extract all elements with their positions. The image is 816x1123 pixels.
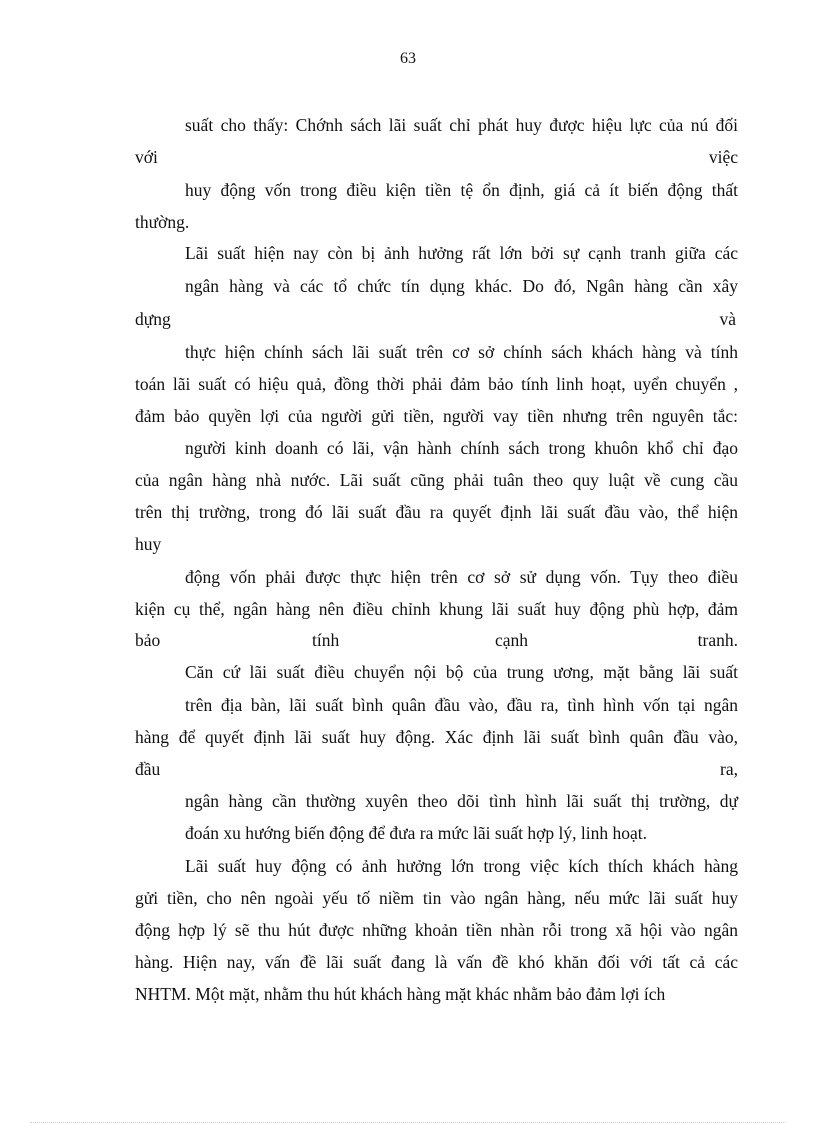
text-line: dựng [135,309,171,329]
text-line: Lãi suất huy động có ảnh hưởng lớn trong việc kích thích khách hàng [185,856,738,876]
text-line: Căn cứ lãi suất điều chuyển nội bộ của trung ương, mặt bằng lãi suất [185,662,738,682]
text-line: kiện cụ thể, ngân hàng nên điều chỉnh khung lãi suất huy động phù hợp, đảm [135,599,738,619]
text-line: động vốn phải được thực hiện trên cơ sở sử dụng vốn. Tụy theo điều [185,567,738,587]
text-line: và [719,309,736,329]
text-line: trên thị trường, trong đó lãi suất đầu ra quyết định lãi suất đầu vào, thể hiện [135,502,738,522]
text-line: gửi tiền, cho nên ngoài yếu tố niềm tin vào ngân hàng, nếu mức lãi suất huy [135,888,738,908]
text-line: ngân hàng cần thường xuyên theo dõi tình hình lãi suất thị trường, dự [185,791,738,811]
text-line: tranh. [697,630,738,650]
text-line: suất cho thấy: Chớnh sách lãi suất chỉ phát huy được hiệu lực của nú đối [185,115,738,135]
text-line: tính [312,630,340,650]
text-line: đầu [135,759,161,779]
text-line: người kinh doanh có lãi, vận hành chính sách trong khuôn khổ chỉ đạo [185,438,738,458]
text-line: huy [135,534,162,554]
text-line: thực hiện chính sách lãi suất trên cơ sở chính sách khách hàng và tính [185,342,738,362]
text-line: trên địa bàn, lãi suất bình quân đầu vào, đầu ra, tình hình vốn tại ngân [185,695,738,715]
text-line: bảo [135,630,161,650]
text-line: toán lãi suất có hiệu quả, đồng thời phải đảm bảo tính linh hoạt, uyển chuyển , [135,374,738,394]
text-line: đoán xu hướng biến động để đưa ra mức lãi suất hợp lý, linh hoạt. [185,823,648,843]
text-line: thường. [135,212,190,232]
text-line: của ngân hàng nhà nước. Lãi suất cũng phải tuân theo quy luật về cung cầu [135,470,738,490]
text-line: ngân hàng và các tổ chức tín dụng khác. Do đó, Ngân hàng cần xây [185,276,738,296]
text-line: đảm bảo quyền lợi của người gửi tiền, người vay tiền nhưng trên nguyên tắc: [135,406,738,426]
text-line: ra, [720,759,738,779]
text-line: hàng để quyết định lãi suất huy động. Xác định lãi suất bình quân đầu vào, [135,727,738,747]
text-line: động hợp lý sẽ thu hút được những khoản tiền nhàn rỗi trong xã hội vào ngân [135,920,738,940]
text-line: với [135,147,158,167]
text-line: hàng. Hiện nay, vấn đề lãi suất đang là vấn đề khó khăn đối với tất cả các [135,952,738,972]
text-line: NHTM. Một mặt, nhằm thu hút khách hàng mặt khác nhằm bảo đảm lợi ích [135,984,666,1004]
text-line: huy động vốn trong điều kiện tiền tệ ổn định, giá cả ít biến động thất [185,180,738,200]
text-line: Lãi suất hiện nay còn bị ảnh hưởng rất lớn bởi sự cạnh tranh giữa các [185,243,738,263]
text-line: việc [708,147,738,167]
text-line: cạnh [495,630,529,650]
page-number: 63 [400,50,416,67]
